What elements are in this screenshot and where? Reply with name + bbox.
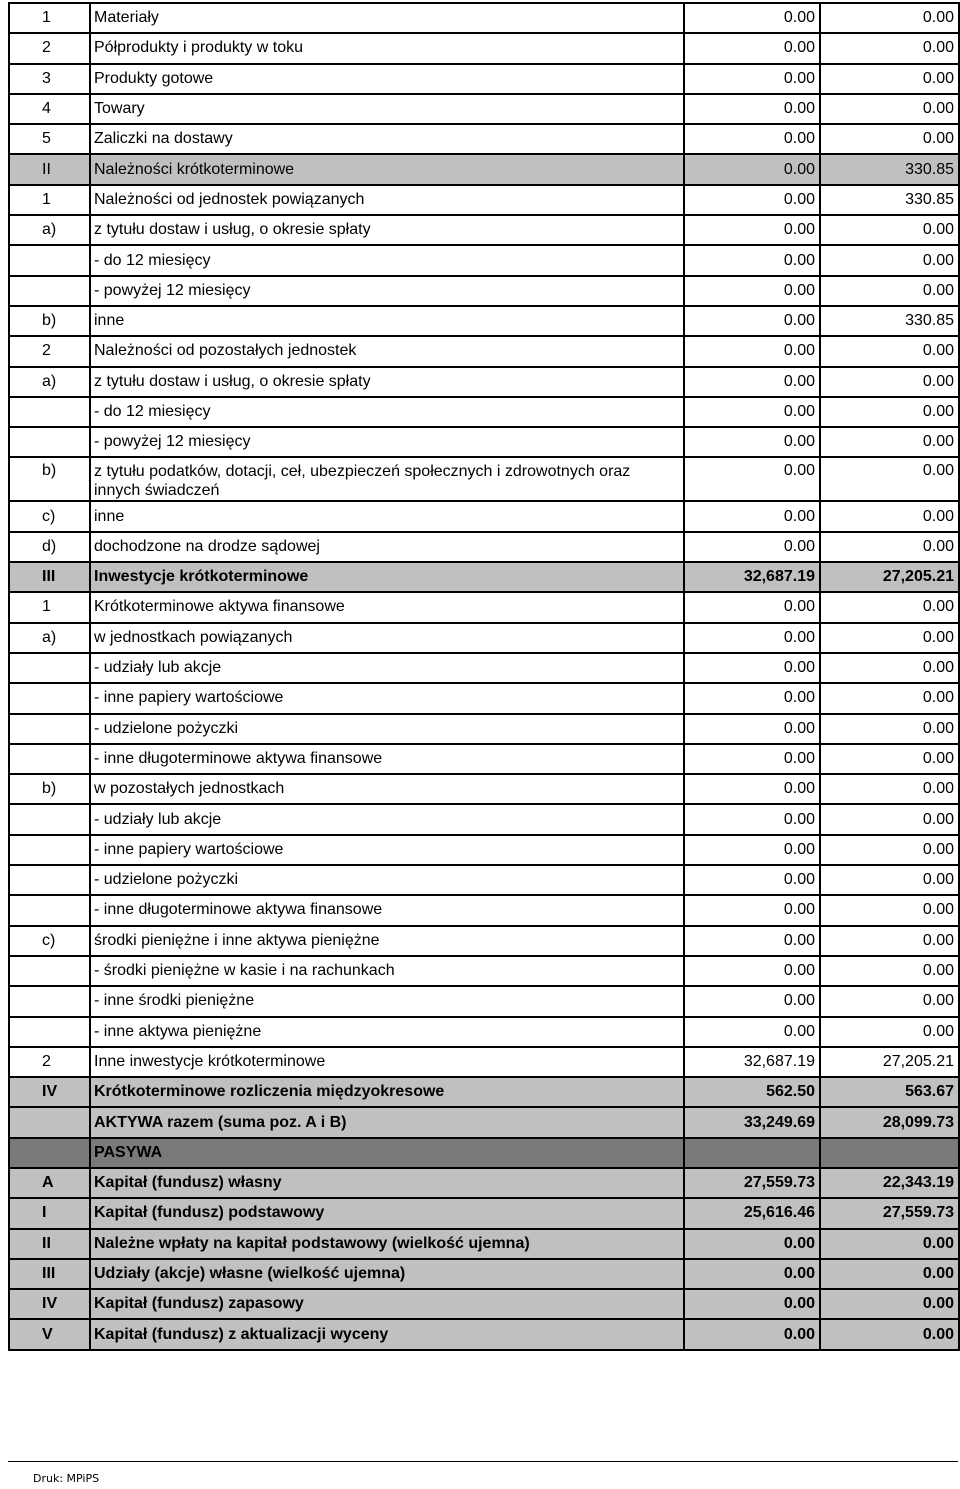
row-number: d) (9, 532, 90, 562)
row-number: c) (9, 926, 90, 956)
row-label: Krótkoterminowe aktywa finansowe (90, 592, 684, 622)
row-label: w jednostkach powiązanych (90, 623, 684, 653)
value-previous-year: 0.00 (820, 744, 959, 774)
value-current-year: 0.00 (684, 336, 820, 366)
value-previous-year: 0.00 (820, 865, 959, 895)
row-label: Zaliczki na dostawy (90, 124, 684, 154)
row-label: - udzielone pożyczki (90, 865, 684, 895)
value-current-year: 0.00 (684, 397, 820, 427)
row-number (9, 245, 90, 275)
value-current-year: 0.00 (684, 457, 820, 501)
row-label: - inne aktywa pieniężne (90, 1017, 684, 1047)
value-previous-year: 27,205.21 (820, 562, 959, 592)
table-row (9, 33, 959, 63)
value-previous-year: 0.00 (820, 1017, 959, 1047)
value-previous-year: 330.85 (820, 306, 959, 336)
value-previous-year: 0.00 (820, 94, 959, 124)
row-label: - udziały lub akcje (90, 804, 684, 834)
value-previous-year: 330.85 (820, 154, 959, 184)
table-row (9, 336, 959, 366)
value-previous-year: 0.00 (820, 532, 959, 562)
value-previous-year: 0.00 (820, 774, 959, 804)
value-previous-year: 27,559.73 (820, 1198, 959, 1228)
row-label: Należności od pozostałych jednostek (90, 336, 684, 366)
row-number: c) (9, 501, 90, 531)
value-current-year: 0.00 (684, 245, 820, 275)
row-label: - inne papiery wartościowe (90, 835, 684, 865)
value-current-year: 0.00 (684, 774, 820, 804)
row-label: z tytułu dostaw i usług, o okresie spłaty (90, 215, 684, 245)
value-current-year: 0.00 (684, 714, 820, 744)
row-number: 5 (9, 124, 90, 154)
table-row (9, 1138, 959, 1168)
row-label: dochodzone na drodze sądowej (90, 532, 684, 562)
table-row (9, 64, 959, 94)
value-previous-year: 0.00 (820, 1259, 959, 1289)
row-label: - udzielone pożyczki (90, 714, 684, 744)
value-current-year: 32,687.19 (684, 1047, 820, 1077)
table-row (9, 1017, 959, 1047)
table-row (9, 865, 959, 895)
table-row (9, 1107, 959, 1137)
value-current-year: 33,249.69 (684, 1107, 820, 1137)
row-number: IV (9, 1289, 90, 1319)
value-previous-year: 0.00 (820, 986, 959, 1016)
row-label: z tytułu dostaw i usług, o okresie spłaty (90, 367, 684, 397)
value-previous-year: 0.00 (820, 623, 959, 653)
row-number (9, 1017, 90, 1047)
row-number (9, 986, 90, 1016)
row-number (9, 1107, 90, 1137)
value-current-year: 27,559.73 (684, 1168, 820, 1198)
value-current-year: 0.00 (684, 501, 820, 531)
row-label: Należne wpłaty na kapitał podstawowy (wielkość ujemna) (90, 1229, 684, 1259)
row-number: 2 (9, 336, 90, 366)
value-current-year: 0.00 (684, 3, 820, 33)
row-number (9, 276, 90, 306)
value-previous-year: 27,205.21 (820, 1047, 959, 1077)
row-label: w pozostałych jednostkach (90, 774, 684, 804)
row-number: 2 (9, 1047, 90, 1077)
row-label: - do 12 miesięcy (90, 245, 684, 275)
row-number (9, 835, 90, 865)
row-number: 2 (9, 33, 90, 63)
value-previous-year: 0.00 (820, 276, 959, 306)
value-current-year: 0.00 (684, 865, 820, 895)
row-label: - środki pieniężne w kasie i na rachunkach (90, 956, 684, 986)
row-label: Materiały (90, 3, 684, 33)
row-label: - udziały lub akcje (90, 653, 684, 683)
row-label: - do 12 miesięcy (90, 397, 684, 427)
row-number (9, 895, 90, 925)
table-row (9, 926, 959, 956)
value-previous-year: 0.00 (820, 683, 959, 713)
row-number: A (9, 1168, 90, 1198)
table-row (9, 215, 959, 245)
value-current-year: 0.00 (684, 276, 820, 306)
row-number: V (9, 1319, 90, 1349)
row-label: inne (90, 306, 684, 336)
row-label: PASYWA (90, 1138, 684, 1168)
value-previous-year: 563.67 (820, 1077, 959, 1107)
value-current-year: 0.00 (684, 306, 820, 336)
value-previous-year: 0.00 (820, 33, 959, 63)
row-number: III (9, 1259, 90, 1289)
value-current-year: 0.00 (684, 592, 820, 622)
value-current-year: 0.00 (684, 744, 820, 774)
value-previous-year: 0.00 (820, 427, 959, 457)
table-row (9, 592, 959, 622)
row-label: środki pieniężne i inne aktywa pieniężne (90, 926, 684, 956)
row-number (9, 804, 90, 834)
row-label: Kapitał (fundusz) własny (90, 1168, 684, 1198)
value-current-year: 0.00 (684, 653, 820, 683)
row-number (9, 397, 90, 427)
table-row (9, 714, 959, 744)
value-previous-year: 0.00 (820, 804, 959, 834)
value-previous-year: 0.00 (820, 501, 959, 531)
value-previous-year: 0.00 (820, 592, 959, 622)
value-current-year: 0.00 (684, 986, 820, 1016)
value-current-year: 0.00 (684, 1229, 820, 1259)
table-row (9, 124, 959, 154)
table-row (9, 744, 959, 774)
value-previous-year: 0.00 (820, 835, 959, 865)
table-row (9, 1047, 959, 1077)
table-row (9, 1198, 959, 1228)
table-row (9, 683, 959, 713)
table-row (9, 623, 959, 653)
row-number: 1 (9, 3, 90, 33)
value-current-year: 0.00 (684, 1289, 820, 1319)
row-number (9, 956, 90, 986)
value-previous-year: 0.00 (820, 956, 959, 986)
balance-table-body (9, 3, 959, 1350)
row-number (9, 653, 90, 683)
row-label: Należności od jednostek powiązanych (90, 185, 684, 215)
value-previous-year: 0.00 (820, 1229, 959, 1259)
balance-table (8, 2, 960, 1351)
table-row (9, 154, 959, 184)
footer-divider (8, 1461, 958, 1462)
table-row (9, 835, 959, 865)
value-current-year: 0.00 (684, 926, 820, 956)
value-previous-year: 0.00 (820, 895, 959, 925)
value-previous-year: 0.00 (820, 1319, 959, 1349)
row-number: 3 (9, 64, 90, 94)
value-previous-year (820, 1138, 959, 1168)
value-current-year: 0.00 (684, 623, 820, 653)
value-previous-year: 0.00 (820, 245, 959, 275)
row-number: IV (9, 1077, 90, 1107)
value-current-year: 32,687.19 (684, 562, 820, 592)
row-number (9, 427, 90, 457)
table-row (9, 501, 959, 531)
value-current-year: 0.00 (684, 1259, 820, 1289)
value-previous-year: 28,099.73 (820, 1107, 959, 1137)
table-row (9, 895, 959, 925)
value-current-year: 0.00 (684, 683, 820, 713)
value-previous-year: 0.00 (820, 714, 959, 744)
value-current-year: 0.00 (684, 185, 820, 215)
value-current-year: 0.00 (684, 124, 820, 154)
table-row (9, 562, 959, 592)
table-row (9, 804, 959, 834)
value-previous-year: 0.00 (820, 457, 959, 501)
table-row (9, 457, 959, 501)
table-row (9, 185, 959, 215)
value-current-year: 0.00 (684, 895, 820, 925)
value-current-year: 25,616.46 (684, 1198, 820, 1228)
row-label: - powyżej 12 miesięcy (90, 276, 684, 306)
table-row (9, 774, 959, 804)
row-label: Należności krótkoterminowe (90, 154, 684, 184)
table-row (9, 1229, 959, 1259)
value-current-year: 0.00 (684, 1319, 820, 1349)
row-label: - powyżej 12 miesięcy (90, 427, 684, 457)
value-previous-year: 0.00 (820, 124, 959, 154)
row-label: Krótkoterminowe rozliczenia międzyokresowe (90, 1077, 684, 1107)
value-current-year: 0.00 (684, 427, 820, 457)
balance-sheet (8, 2, 958, 1351)
value-current-year: 0.00 (684, 532, 820, 562)
value-current-year: 562.50 (684, 1077, 820, 1107)
row-number: 4 (9, 94, 90, 124)
row-number: a) (9, 215, 90, 245)
value-previous-year: 0.00 (820, 1289, 959, 1319)
row-label: z tytułu podatków, dotacji, ceł, ubezpieczeń społecznych i zdrowotnych oraz innych świadczeń (90, 457, 684, 501)
value-current-year: 0.00 (684, 215, 820, 245)
row-number (9, 865, 90, 895)
row-label: Kapitał (fundusz) podstawowy (90, 1198, 684, 1228)
row-label: AKTYWA razem (suma poz. A i B) (90, 1107, 684, 1137)
table-row (9, 245, 959, 275)
table-row (9, 532, 959, 562)
table-row (9, 1077, 959, 1107)
value-current-year: 0.00 (684, 94, 820, 124)
value-current-year: 0.00 (684, 804, 820, 834)
table-row (9, 1259, 959, 1289)
print-footer: Druk: MPiPS (33, 1472, 100, 1485)
value-previous-year: 0.00 (820, 64, 959, 94)
value-current-year: 0.00 (684, 154, 820, 184)
row-label: - inne środki pieniężne (90, 986, 684, 1016)
row-number: b) (9, 457, 90, 501)
table-row (9, 427, 959, 457)
table-row (9, 1168, 959, 1198)
value-previous-year: 0.00 (820, 215, 959, 245)
row-number (9, 683, 90, 713)
value-previous-year: 0.00 (820, 3, 959, 33)
value-current-year: 0.00 (684, 33, 820, 63)
table-row (9, 3, 959, 33)
table-row (9, 1289, 959, 1319)
table-row (9, 306, 959, 336)
value-current-year (684, 1138, 820, 1168)
value-previous-year: 0.00 (820, 926, 959, 956)
value-current-year: 0.00 (684, 956, 820, 986)
value-previous-year: 0.00 (820, 336, 959, 366)
row-number (9, 714, 90, 744)
row-number: III (9, 562, 90, 592)
row-number (9, 744, 90, 774)
value-previous-year: 0.00 (820, 653, 959, 683)
row-label: inne (90, 501, 684, 531)
table-row (9, 367, 959, 397)
row-label: Towary (90, 94, 684, 124)
row-label: Inne inwestycje krótkoterminowe (90, 1047, 684, 1077)
row-number: I (9, 1198, 90, 1228)
table-row (9, 653, 959, 683)
row-label: Półprodukty i produkty w toku (90, 33, 684, 63)
row-number: b) (9, 306, 90, 336)
row-label: Produkty gotowe (90, 64, 684, 94)
row-number: II (9, 1229, 90, 1259)
table-row (9, 1319, 959, 1349)
value-current-year: 0.00 (684, 1017, 820, 1047)
row-number: 1 (9, 592, 90, 622)
row-label: - inne długoterminowe aktywa finansowe (90, 895, 684, 925)
value-previous-year: 0.00 (820, 397, 959, 427)
row-label: - inne długoterminowe aktywa finansowe (90, 744, 684, 774)
row-number: II (9, 154, 90, 184)
row-label: Inwestycje krótkoterminowe (90, 562, 684, 592)
row-label: Kapitał (fundusz) z aktualizacji wyceny (90, 1319, 684, 1349)
row-label: Udziały (akcje) własne (wielkość ujemna) (90, 1259, 684, 1289)
table-row (9, 397, 959, 427)
table-row (9, 276, 959, 306)
value-current-year: 0.00 (684, 835, 820, 865)
value-previous-year: 0.00 (820, 367, 959, 397)
row-label: Kapitał (fundusz) zapasowy (90, 1289, 684, 1319)
table-row (9, 956, 959, 986)
row-number (9, 1138, 90, 1168)
table-row (9, 986, 959, 1016)
value-current-year: 0.00 (684, 64, 820, 94)
row-number: a) (9, 367, 90, 397)
table-row (9, 94, 959, 124)
row-label: - inne papiery wartościowe (90, 683, 684, 713)
row-number: 1 (9, 185, 90, 215)
value-previous-year: 22,343.19 (820, 1168, 959, 1198)
value-previous-year: 330.85 (820, 185, 959, 215)
value-current-year: 0.00 (684, 367, 820, 397)
row-number: a) (9, 623, 90, 653)
row-number: b) (9, 774, 90, 804)
